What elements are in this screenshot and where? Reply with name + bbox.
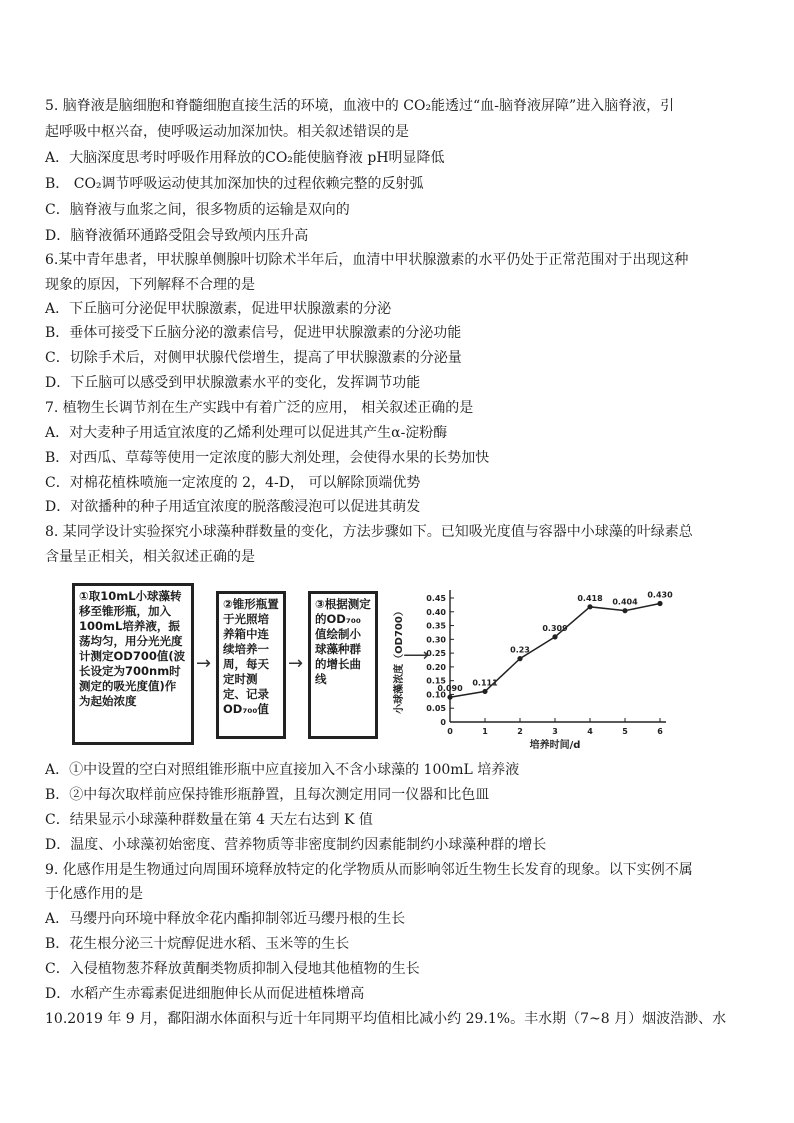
- q6-option-a: A．下丘脑可分泌促甲状腺激素，促进甲状腺激素的分泌: [45, 301, 392, 317]
- y-axis-label: 小球藻浓度（OD700）: [394, 606, 405, 714]
- x-tick-label: 5: [622, 727, 628, 736]
- data-point: [517, 656, 522, 661]
- flow-step-1: ①取10mL小球藻转移至锥形瓶，加入100mL培养液，振荡均匀，用分光光度计测定OD700值(波长设定为700nm时测定的吸光度值)作为起始浓度: [72, 583, 194, 745]
- q9-option-c: C．入侵植物葱芥释放黄酮类物质抑制入侵地其他植物的生长: [45, 961, 420, 977]
- y-tick-label: 0.25: [426, 649, 446, 659]
- flow-arrow-icon: →: [196, 653, 212, 674]
- q9-option-d: D．水稻产生赤霉素促进细胞伸长从而促进植株增高: [45, 986, 365, 1002]
- q5-stem-line1: 5. 脑脊液是脑细胞和脊髓细胞直接生活的环境，血液中的 CO₂能透过“血-脑脊液屏障”进入脑脊液，引: [45, 98, 675, 114]
- flow-arrow-icon: →: [288, 653, 304, 674]
- data-point: [587, 604, 592, 609]
- data-point: [657, 601, 662, 606]
- q8-option-a: A．①中设置的空白对照组锥形瓶中应直接加入不含小球藻的 100mL 培养液: [45, 762, 520, 778]
- x-tick-label: 2: [517, 727, 523, 736]
- y-tick-label: 0.10: [426, 690, 446, 700]
- data-label: 0.23: [510, 645, 530, 655]
- data-label: 0.404: [612, 597, 638, 607]
- q8-stem-line2: 含量呈正相关，相关叙述正确的是: [45, 549, 255, 565]
- y-tick-label: 0.30: [426, 635, 446, 645]
- flow-arrow-icon: ⟶: [403, 645, 429, 666]
- x-tick-label: 0: [447, 727, 453, 736]
- q7-option-a: A．对大麦种子用适宜浓度的乙烯利处理可以促进其产生α-淀粉酶: [45, 425, 448, 441]
- y-tick-label: 0.35: [426, 621, 446, 631]
- y-tick-label: 0.45: [426, 594, 446, 603]
- q9-option-a: A．马缨丹向环境中释放伞花内酯抑制邻近马缨丹根的生长: [45, 911, 406, 927]
- q6-stem-line1: 6.某中青年患者，甲状腺单侧腺叶切除术半年后，血清中甲状腺激素的水平仍处于正常范围对于出现这种: [45, 252, 689, 268]
- q8-stem-line1: 8. 某同学设计实验探究小球藻种群数量的变化，方法步骤如下。已知吸光度值与容器中小球藻的叶绿素总: [45, 524, 693, 540]
- q6-option-d: D．下丘脑可以感受到甲状腺激素水平的变化，发挥调节功能: [45, 375, 421, 391]
- q7-option-d: D．对欲播种的种子用适宜浓度的脱落酸浸泡可以促进其萌发: [45, 499, 421, 515]
- q5-option-d: D．脑脊液循环通路受阻会导致颅内压升高: [45, 228, 309, 244]
- q8-growth-chart: [388, 580, 680, 750]
- q5-option-a: A．大脑深度思考时呼吸作用释放的CO₂能使脑脊液 pH明显降低: [45, 150, 445, 166]
- q5-option-b: B． CO₂调节呼吸运动使其加深加快的过程依赖完整的反射弧: [45, 176, 424, 192]
- data-label: 0.430: [647, 590, 673, 600]
- data-label: 0.111: [472, 678, 498, 688]
- flow-step-2: ②锥形瓶置于光照培养箱中连续培养一周，每天定时测定、记录OD₇₀₀值: [216, 591, 286, 739]
- q10-stem-line1: 10.2019 年 9 月，鄱阳湖水体面积与近十年同期平均值相比减小约 29.1%。丰水期（7~8 月）烟波浩渺、水: [45, 1011, 727, 1027]
- data-point: [622, 608, 627, 613]
- q5-option-c: C．脑脊液与血浆之间，很多物质的运输是双向的: [45, 202, 350, 218]
- x-axis-label: 培养时间/d: [529, 740, 581, 750]
- data-point: [482, 689, 487, 694]
- data-label: 0.309: [542, 623, 568, 633]
- y-tick-label: 0.20: [426, 662, 446, 672]
- y-tick-label: 0: [440, 718, 446, 727]
- q9-stem-line1: 9. 化感作用是生物通过向周围环境释放特定的化学物质从而影响邻近生物生长发育的现象。以下实例不属: [45, 862, 693, 878]
- q8-option-d: D．温度、小球藻初始密度、营养物质等非密度制约因素能制约小球藻种群的增长: [45, 837, 547, 853]
- y-tick-label: 0.15: [426, 676, 446, 686]
- data-point: [447, 695, 452, 700]
- q7-option-c: C．对棉花植株喷施一定浓度的 2，4-D， 可以解除顶端优势: [45, 475, 421, 491]
- data-point: [552, 634, 557, 639]
- x-tick-label: 4: [587, 727, 593, 736]
- q6-stem-line2: 现象的原因，下列解释不合理的是: [45, 277, 255, 293]
- q8-option-c: C．结果显示小球藻种群数量在第 4 天左右达到 K 值: [45, 812, 373, 828]
- y-tick-label: 0.40: [426, 607, 446, 617]
- data-label: 0.090: [437, 684, 463, 694]
- flow-step-3: ③根据测定的OD₇₀₀值绘制小球藻种群的增长曲线: [308, 591, 378, 739]
- q9-stem-line2: 于化感作用的是: [45, 886, 143, 902]
- x-tick-label: 1: [482, 727, 488, 736]
- y-tick-label: 0.05: [426, 704, 446, 714]
- q7-option-b: B．对西瓜、草莓等使用一定浓度的膨大剂处理，会使得水果的长势加快: [45, 450, 490, 466]
- q5-stem-line2: 起呼吸中枢兴奋，使呼吸运动加深加快。相关叙述错误的是: [45, 124, 409, 140]
- x-tick-label: 3: [552, 727, 558, 736]
- q7-stem: 7. 植物生长调节剂在生产实践中有着广泛的应用， 相关叙述正确的是: [45, 400, 474, 416]
- q6-option-b: B．垂体可接受下丘脑分泌的激素信号，促进甲状腺激素的分泌功能: [45, 325, 462, 341]
- q6-option-c: C．切除手术后，对侧甲状腺代偿增生，提高了甲状腺激素的分泌量: [45, 350, 462, 366]
- data-label: 0.418: [577, 593, 603, 603]
- x-tick-label: 6: [657, 727, 663, 736]
- q8-option-b: B．②中每次取样前应保持锥形瓶静置，且每次测定用同一仪器和比色皿: [45, 787, 490, 803]
- q9-option-b: B．花生根分泌三十烷醇促进水稻、玉米等的生长: [45, 936, 350, 952]
